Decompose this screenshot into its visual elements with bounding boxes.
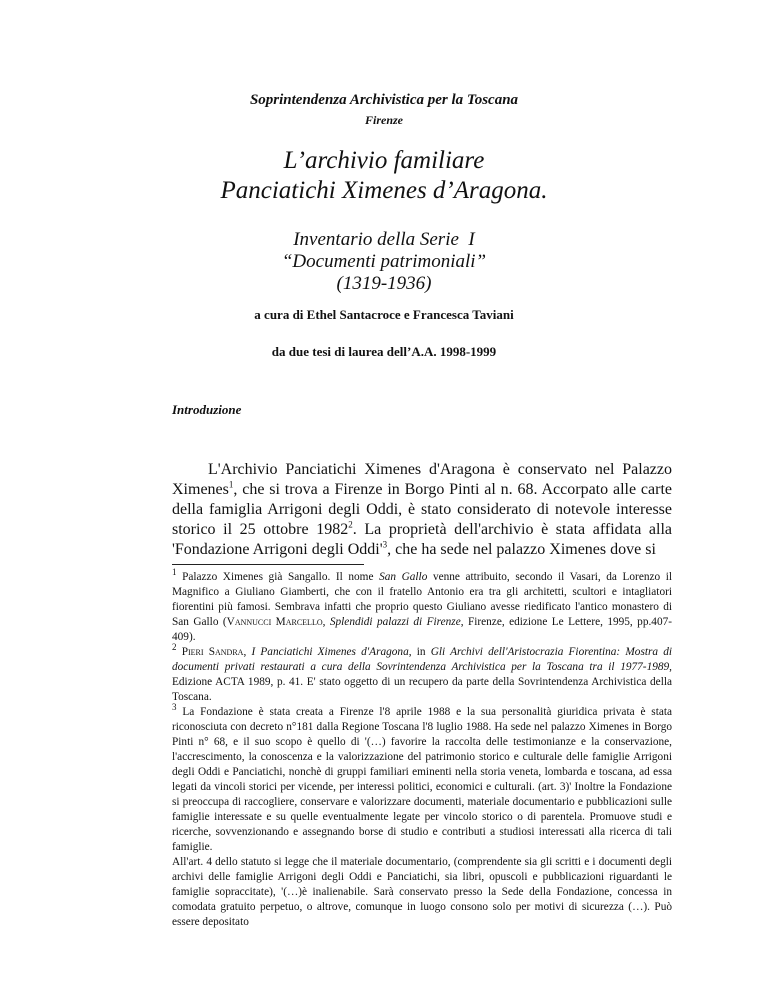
- footnote-number: 1: [172, 567, 177, 578]
- thesis-credit: da due tesi di laurea dell’A.A. 1998-1999: [271, 344, 497, 359]
- footnote-1: [172, 567, 673, 645]
- footnote-text: , Firenze, edizione Le Lettere, 1995, pp.407-409).: [172, 616, 673, 643]
- footnote-text: , Edizione ACTA 1989, p. 41. E' stato oggetto di un recupero da parte della Sovrintendenza Archivistica della Toscana.: [172, 661, 672, 703]
- section-heading: Introduzione: [172, 402, 242, 417]
- footnote-2: [172, 642, 672, 705]
- footnote-separator: [172, 564, 364, 565]
- body-text-part: . La proprietà dell'archivio è stata affidata alla 'Fondazione Arrigoni degli Oddi': [172, 521, 673, 558]
- footnote-italic: San Gallo: [379, 571, 428, 583]
- body-text-part: , che ha sede nel palazzo Ximenes dove si: [387, 541, 656, 558]
- footnote-ref-2: 2: [348, 519, 353, 530]
- subtitle-line-3: (1319-1936): [336, 273, 432, 294]
- footnote-text: ,: [243, 646, 252, 658]
- footnote-italic: Gli Archivi dell'Aristocrazia Fiorentina: Mostra di documenti privati restaurati a cura della Sovrintendenza Archivistica per la Toscana tra il 1977-1989: [172, 646, 672, 673]
- footnote-3-continued: All'art. 4 dello statuto si legge che il materiale documentario, (comprendente sia gli scritti e i documenti degli archivi delle famiglie Arrigoni degli Oddi e Panciatichi, sia libri, opuscoli e pubblicazioni riguardanti le famiglie sopraccitate), '(…)è inalienabile. Sarà conservato presso la Sede della Fondazione, concessa in comodata gratuito perpetuo, o altrove, comunque in luogo consono solo per motivi di sicurezza (…). Può essere depositato: [172, 856, 672, 928]
- footnote-italic: I Panciatichi Ximenes d'Aragona: [251, 646, 409, 658]
- footnote-ref-3: 3: [382, 539, 388, 550]
- institution-name: Soprintendenza Archivistica per la Toscana: [249, 92, 519, 108]
- document-subtitle: [0, 229, 768, 295]
- footnote-text: , in: [408, 646, 431, 658]
- footnote-ref-1: 1: [228, 479, 234, 490]
- footnote-3: [172, 702, 672, 855]
- footnote-text: venne attribuito, secondo il Vasari, da Lorenzo il Magnifico a Giuliano Giamberti, che con il fratello Antonio era tra gli architetti, scultori e intagliatori fiorentini più famosi. Sembrava infatti che proprio questo Giuliano avesse riedificato l'antico monastero di San Gallo (: [172, 571, 673, 628]
- title-line-1: L’archivio familiare: [283, 147, 485, 174]
- footnote-text: ,: [322, 616, 330, 628]
- subtitle-line-2: “Documenti patrimoniali”: [281, 251, 487, 272]
- footnote-text: La Fondazione è stata creata a Firenze l'8 aprile 1988 e la sua personalità giuridica privata è stata riconosciuta con decreto n°181 dalla Regione Toscana l'8 luglio 1988. Ha sede nel palazzo Ximenes in Borgo Pinti n° 68, e il suo scopo è quello di '(…) favorire la raccolta delle testimonianze e la conservazione, l'accrescimento, la conoscenza e la valorizzazione del patrimonio storico e culturale delle famiglie Arrigoni degli Oddi e Panciatichi, nonchè di gruppi familiari eminenti nella storia veneta, lombarda e toscana, ad essa legati da vincoli storici per vicende, per interessi politici, economici e culturali. (art. 3)' Inoltre la Fondazione si preoccupa di raccogliere, conservare e valorizzare documenti, materiale documentario e pubblicazioni sulle famiglie interessate e su quelle eventualmente legate per vincolo storico o di parentela. Promuove studi e ricerche, sovvenzionando e assegnando borse di studio e contributi a studiosi interessati alla ricerca di tali famiglie.: [172, 706, 672, 853]
- footnote-italic: Splendidi palazzi di Firenze: [329, 616, 461, 628]
- body-paragraph: [172, 460, 672, 560]
- subtitle-line-1: Inventario della Serie I: [293, 229, 475, 250]
- footnote-author: Vannucci Marcello: [226, 616, 323, 628]
- curators-credit: a cura di Ethel Santacroce e Francesca Taviani: [254, 307, 514, 322]
- document-title: [0, 146, 768, 206]
- footnote-number: 3: [172, 702, 177, 713]
- body-text-part: , che si trova a Firenze in Borgo Pinti al n. 68. Accorpato alle carte della famiglia Arrigoni degli Oddi, è stato considerato di notevole interesse storico il 25 ottobre 1982: [172, 481, 672, 538]
- footnotes: [172, 567, 673, 930]
- body-text-part: L'Archivio Panciatichi Ximenes d'Aragona è conservato nel Palazzo Ximenes: [172, 461, 672, 498]
- footnote-author: Pieri Sandra: [181, 646, 244, 658]
- footnote-number: 2: [172, 642, 177, 653]
- footnote-text: Palazzo Ximenes già Sangallo. Il nome: [176, 571, 380, 583]
- title-line-2: Panciatichi Ximenes d’Aragona.: [220, 177, 548, 204]
- institution-city: Firenze: [364, 113, 403, 127]
